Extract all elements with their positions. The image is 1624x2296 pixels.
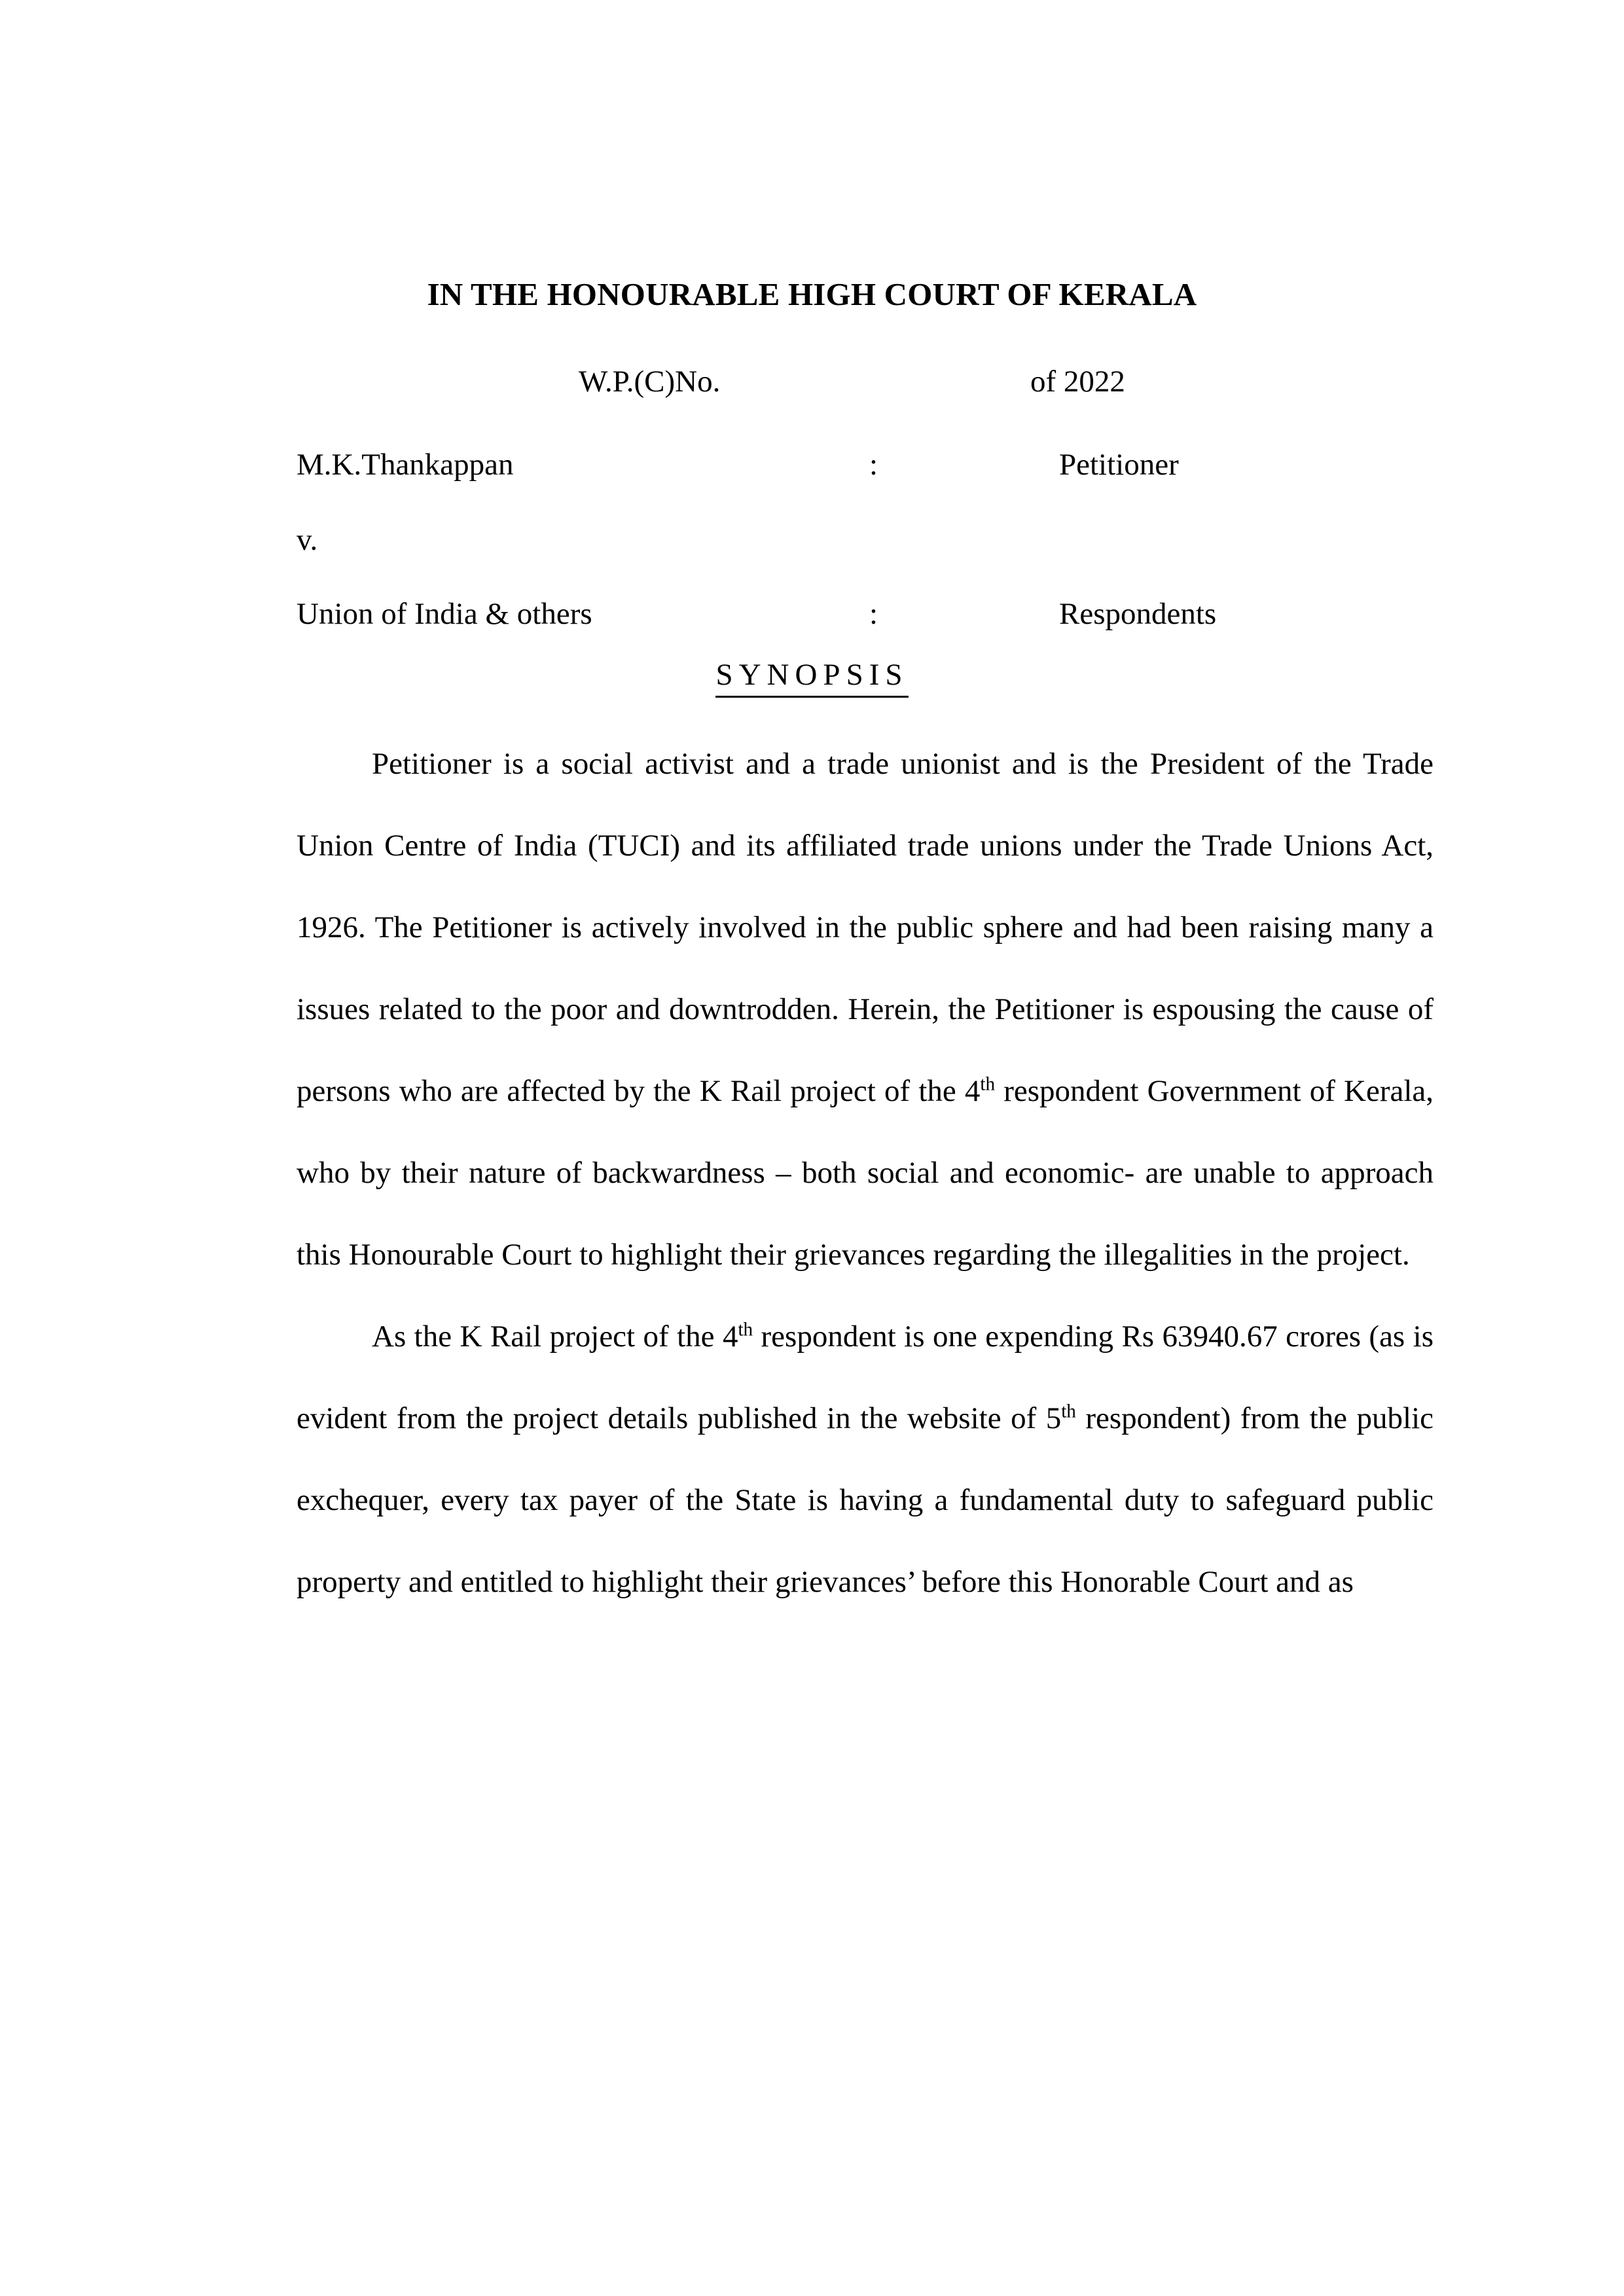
petitioner-name: M.K.Thankappan bbox=[297, 448, 514, 482]
paragraph-2-segment-2: respondent is one expending Rs 63940.67 crores (as is evident from the project details published in the website of 5 bbox=[297, 1319, 1434, 1435]
case-number-row bbox=[579, 363, 1430, 401]
paragraph-2-segment-3: respondent) from the public exchequer, every tax payer of the State is having a fundamental duty to safeguard public property and entitled to highlight their grievances’ before this Honorable Court and as bbox=[297, 1401, 1434, 1599]
petitioner-role-label: Petitioner bbox=[1059, 448, 1179, 482]
versus-label: v. bbox=[297, 523, 318, 557]
synopsis-title-text: SYNOPSIS bbox=[715, 656, 908, 698]
respondents-role-label: Respondents bbox=[1059, 597, 1217, 631]
synopsis-title bbox=[0, 656, 1624, 698]
synopsis-body bbox=[297, 723, 1434, 1623]
paragraph-2-ordinal-suffix-1: th bbox=[738, 1319, 753, 1340]
case-year-label: of 2022 bbox=[1030, 365, 1125, 399]
paragraph-1 bbox=[297, 723, 1434, 1296]
paragraph-1-ordinal-suffix-1: th bbox=[980, 1073, 996, 1095]
case-number-label: W.P.(C)No. bbox=[579, 365, 721, 399]
versus-row bbox=[297, 522, 1449, 596]
petitioner-row bbox=[297, 447, 1449, 522]
parties-block bbox=[297, 447, 1449, 672]
respondents-colon: : bbox=[869, 597, 878, 631]
paragraph-2-ordinal-suffix-2: th bbox=[1061, 1401, 1076, 1422]
court-heading: IN THE HONOURABLE HIGH COURT OF KERALA bbox=[427, 276, 1197, 312]
paragraph-1-segment-1: Petitioner is a social activist and a trade unionist and is the President of the Trade Union Centre of India (TUCI) and its affiliated trade unions under the Trade Unions Act, 1926. The Petitioner is actively involved in the public sphere and had been raising many a issues related to the poor and downtrodden. Herein, the Petitioner is espousing the cause of persons who are affected by the K Rail project of the 4 bbox=[297, 747, 1434, 1108]
paragraph-2-segment-1: As the K Rail project of the 4 bbox=[372, 1319, 738, 1354]
respondents-name: Union of India & others bbox=[297, 597, 592, 631]
paragraph-1-segment-2: respondent Government of Kerala, who by their nature of backwardness – both social and economic- are unable to approach this Honourable Court to highlight their grievances regarding the illegalities in the project. bbox=[297, 1074, 1434, 1272]
paragraph-2 bbox=[297, 1296, 1434, 1623]
petitioner-colon: : bbox=[869, 448, 878, 482]
